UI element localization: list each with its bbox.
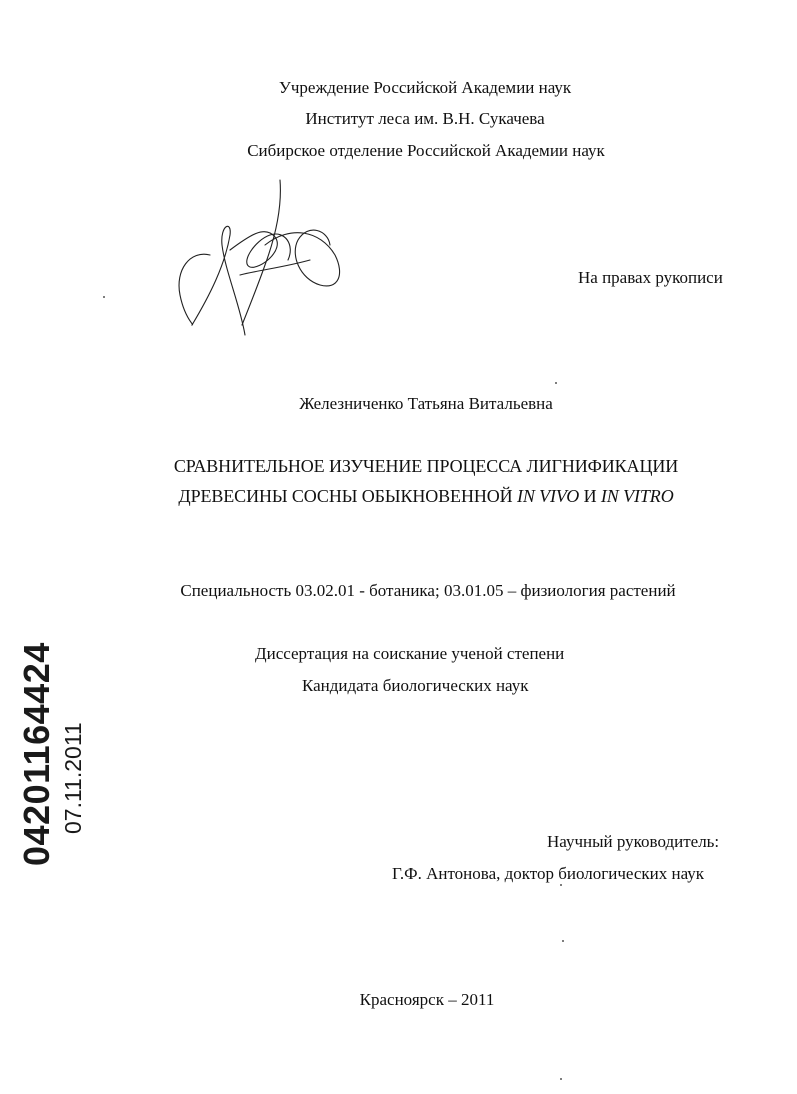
title-in-vivo: IN VIVO [516, 486, 580, 506]
institution-line-1: Учреждение Российской Академии наук [278, 78, 572, 97]
scan-speck [103, 296, 105, 298]
title-in-vitro: IN VITRO [600, 486, 674, 506]
scan-speck [560, 1078, 562, 1080]
dissertation-line-1: Диссертация на соискание ученой степени [255, 644, 565, 663]
institution-line-2: Институт леса им. В.Н. Сукачева [305, 109, 545, 128]
scan-speck [555, 382, 557, 384]
dissertation-line-2: Кандидата биологических наук [302, 676, 529, 695]
title-conjunction: И [579, 486, 601, 506]
place-year: Красноярск – 2011 [359, 990, 495, 1009]
scan-speck [562, 940, 564, 942]
stamp-date: 07.11.2011 [60, 722, 86, 834]
scan-speck [560, 884, 562, 886]
stamp-number: 04201164424 [16, 642, 57, 866]
rights-note: На правах рукописи [578, 268, 723, 287]
supervisor-name: Г.Ф. Антонова, доктор биологических наук [392, 864, 705, 883]
title-prefix: ДРЕВЕСИНЫ СОСНЫ ОБЫКНОВЕННОЙ [178, 486, 517, 506]
thesis-title-line-2 [178, 486, 673, 506]
specialty: Специальность 03.02.01 - ботаника; 03.01.05 – физиология растений [180, 581, 676, 600]
thesis-title-line-1: СРАВНИТЕЛЬНОЕ ИЗУЧЕНИЕ ПРОЦЕССА ЛИГНИФИКАЦИИ [173, 456, 679, 476]
institution-line-3: Сибирское отделение Российской Академии наук [247, 141, 605, 160]
signature-icon [170, 175, 355, 340]
supervisor-label: Научный руководитель: [547, 832, 720, 851]
author-name: Железниченко Татьяна Витальевна [299, 394, 553, 413]
